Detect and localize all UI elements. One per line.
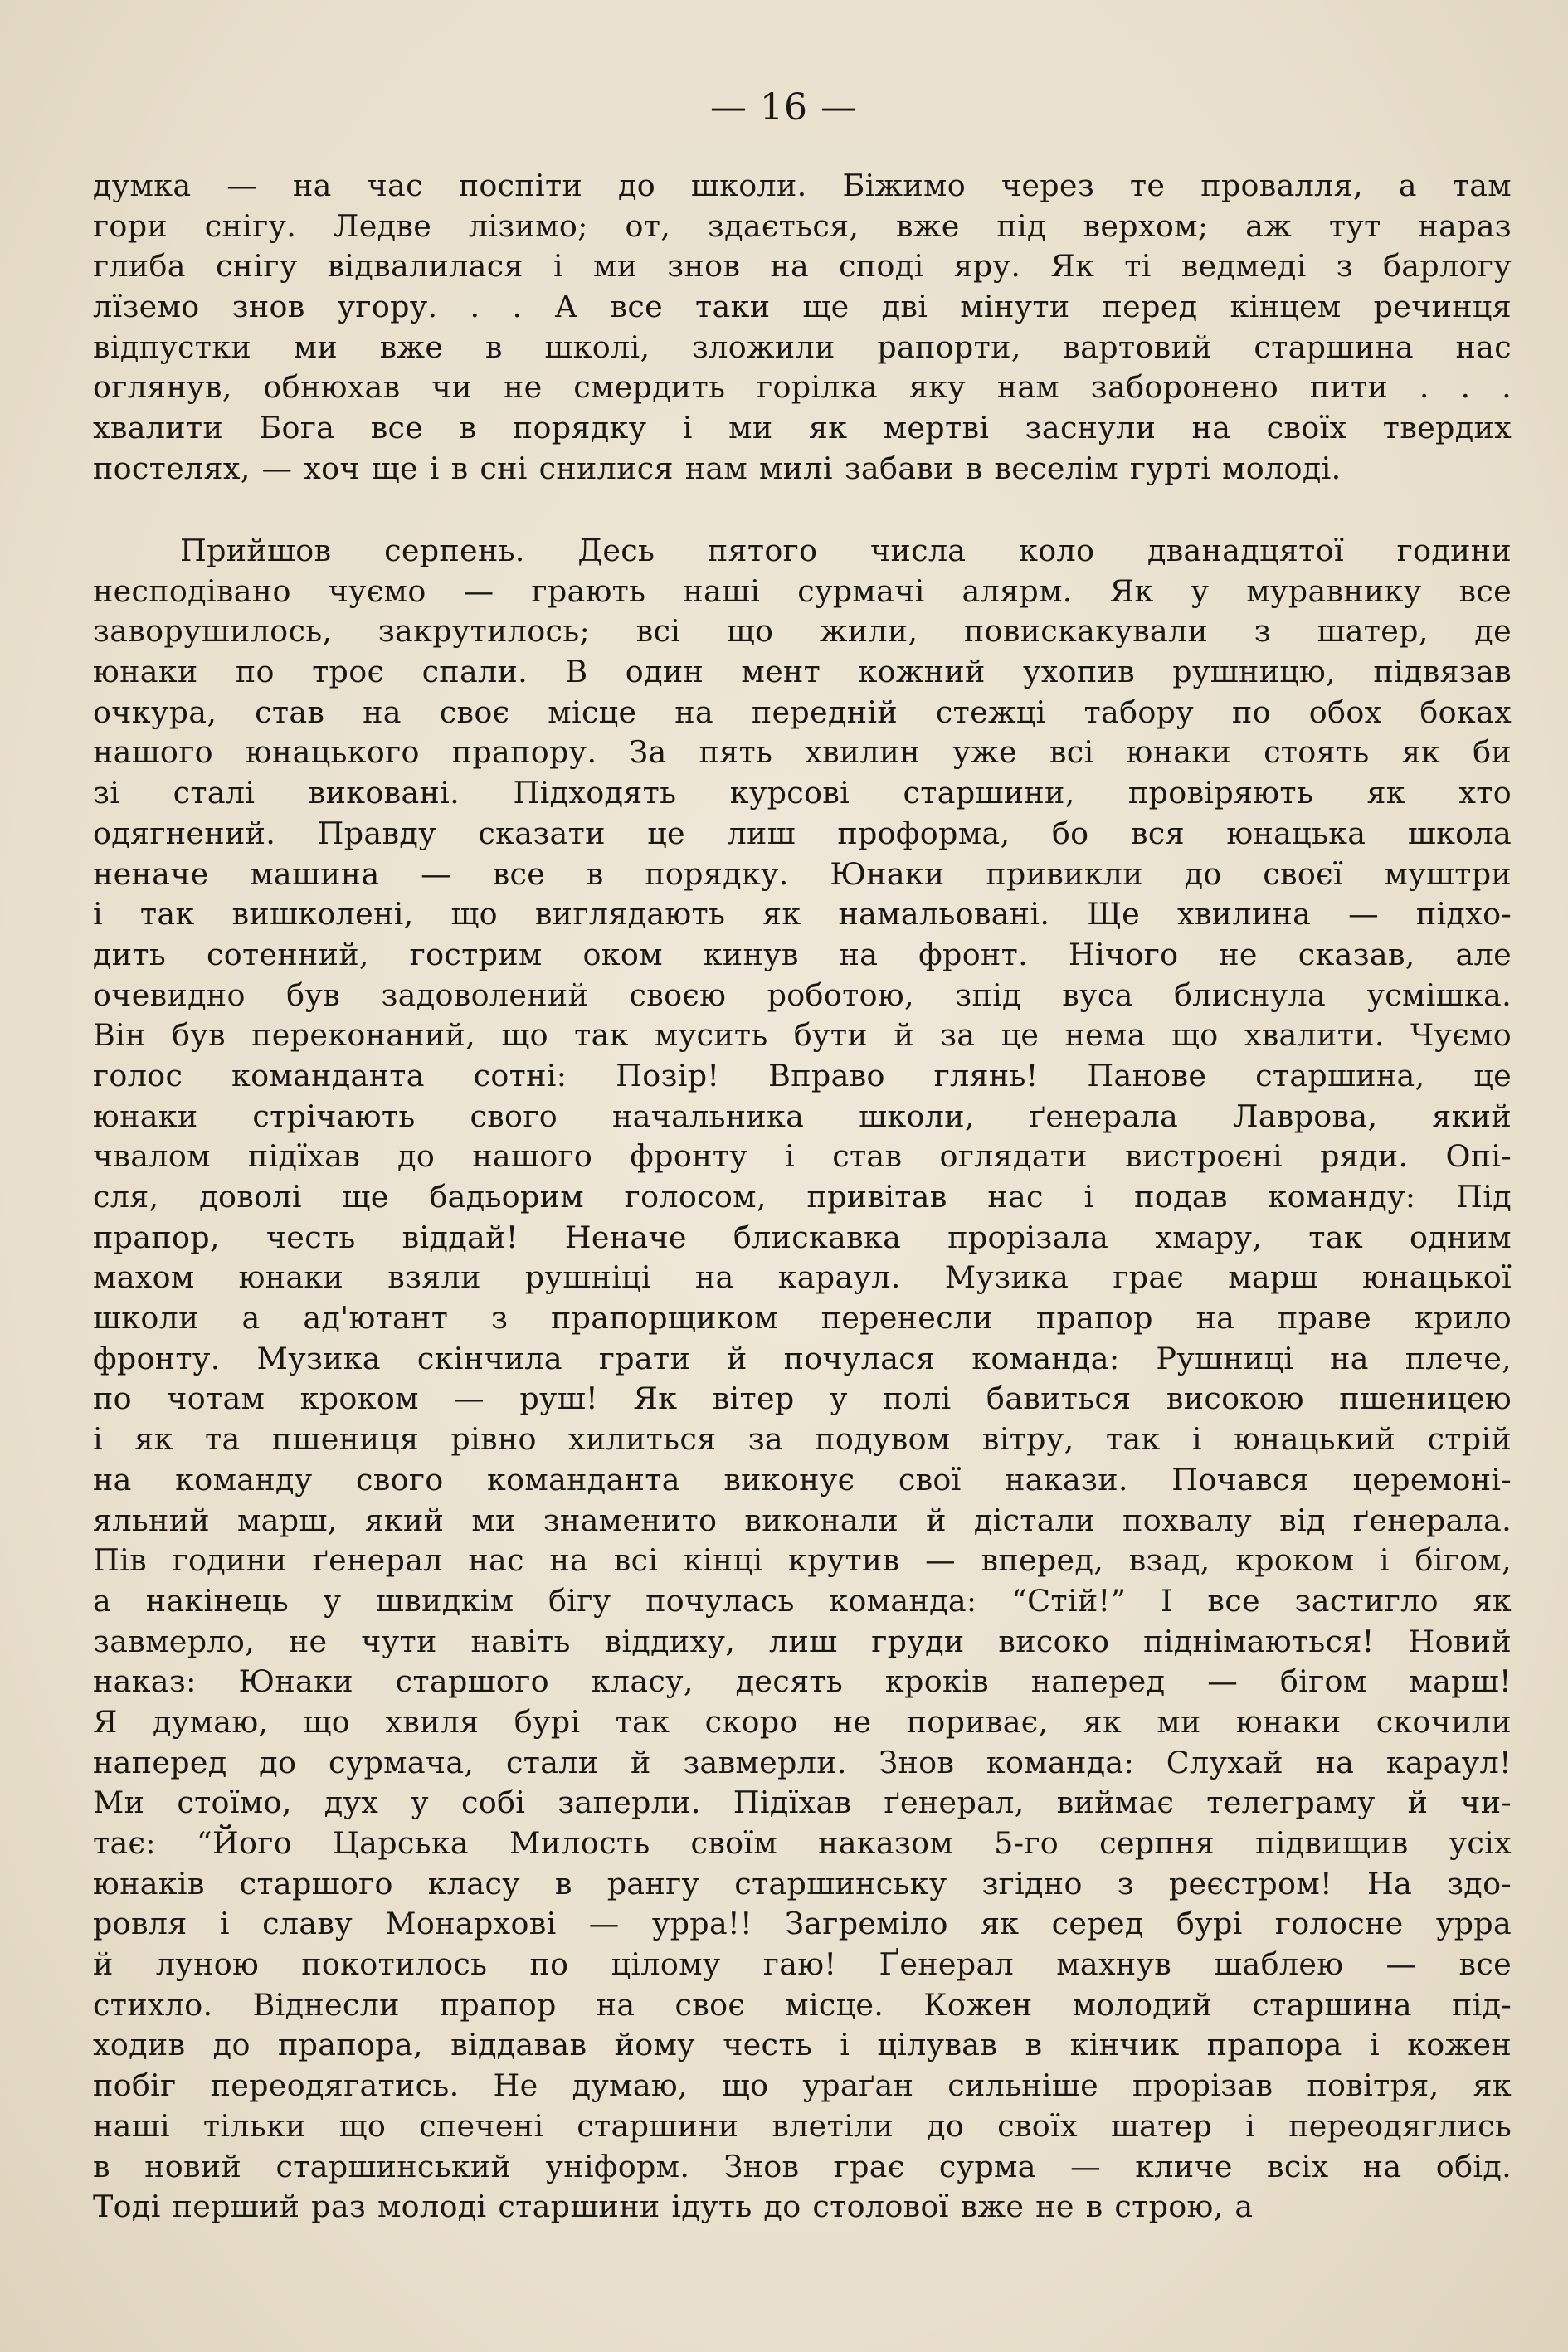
text-line: наперед до сурмача, стали й завмерли. Знов команда: Слухай на караул!: [93, 1744, 1512, 1780]
text-line: завмерло, не чути навіть віддиху, лиш груди високо піднімаються! Новий: [93, 1623, 1512, 1659]
text-line: лїземо знов угору. . . А все таки ще дві мінути перед кінцем речинця: [93, 289, 1512, 325]
text-line: в новий старшинський уніформ. Знов грає сурма — кличе всіх на обід.: [93, 2148, 1512, 2184]
text-line: одягнений. Правду сказати це лиш проформа, бо вся юнацька школа: [93, 815, 1512, 851]
text-line: голос команданта сотні: Позір! Вправо глянь! Панове старшина, це: [93, 1057, 1512, 1093]
text-line: дить сотенний, гострим оком кинув на фронт. Нічого не сказав, але: [93, 936, 1512, 972]
text-line: яльний марш, який ми знаменито виконали й дістали похвалу від ґенерала.: [93, 1502, 1512, 1538]
page-number: — 16 —: [710, 86, 858, 129]
text-line: глиба снігу відвалилася і ми знов на споді яру. Як ті ведмеді з барлогу: [93, 248, 1512, 285]
text-line: очевидно був задоволений своєю роботою, зпід вуса блиснула усмішка.: [93, 976, 1512, 1013]
text-line: наказ: Юнаки старшого класу, десять кроків наперед — бігом марш!: [93, 1663, 1512, 1700]
text-line: заворушилось, закрутилось; всі що жили, повискакували з шатер, де: [93, 613, 1512, 650]
text-line: ходив до прапора, віддавав йому честь і цілував в кінчик прапора і кожен: [93, 2027, 1512, 2063]
text-line: хвалити Бога все в порядку і ми як мертві заснули на своїх твердих: [93, 410, 1512, 446]
text-line: відпустки ми вже в школі, зложили рапорти, вартовий старшина нас: [93, 329, 1512, 365]
paragraph-1: [93, 166, 1512, 489]
text-line: і так вишколені, що виглядають як намальовані. Ще хвилина — підхо-: [93, 896, 1512, 933]
text-line: юнаки стрічають свого начальника школи, ґенерала Лаврова, який: [93, 1098, 1512, 1134]
text-line: оглянув, обнюхав чи не смердить горілка яку нам заборонено пити . . .: [93, 369, 1512, 406]
text-line: ровля і славу Монархові — урра!! Загреміло як серед бурі голосне урра: [93, 1906, 1512, 1942]
text-line: тає: “Його Царська Милость своїм наказом 5-го серпня підвищив усіх: [93, 1825, 1512, 1861]
text-line: й луною покотилось по цілому гаю! Ґенерал махнув шаблею — все: [93, 1946, 1512, 1983]
text-line: неначе машина — все в порядку. Юнаки привикли до своєї муштри: [93, 855, 1512, 892]
text-line: махом юнаки взяли рушніці на караул. Музика грає марш юнацької: [93, 1259, 1512, 1296]
text-line: на команду свого команданта виконує свої накази. Почався церемоні-: [93, 1461, 1512, 1497]
text-line: юнаків старшого класу в рангу старшинську згідно з реєстром! На здо-: [93, 1865, 1512, 1902]
text-line: стихло. Віднесли прапор на своє місце. Кожен молодий старшина під-: [93, 1986, 1512, 2023]
text-line: несподівано чуємо — грають наші сурмачі алярм. Як у муравнику все: [93, 572, 1512, 609]
text-line: і як та пшениця рівно хилиться за подувом вітру, так і юнацький стрій: [93, 1421, 1512, 1458]
text-line: Ми стоїмо, дух у собі заперли. Підїхав ґенерал, виймає телеграму й чи-: [93, 1785, 1512, 1821]
text-line: чвалом підїхав до нашого фронту і став оглядати вистроєні ряди. Опі-: [93, 1138, 1512, 1175]
text-line: побіг переодягатись. Не думаю, що ураґан сильніше прорізав повітря, як: [93, 2067, 1512, 2104]
text-line: Він був переконаний, що так мусить бути й за це нема що хвалити. Чуємо: [93, 1017, 1512, 1054]
text-line: наші тільки що спечені старшини влетіли до своїх шатер і переодяглись: [93, 2107, 1512, 2144]
paragraph-2: [93, 531, 1512, 2228]
text-line: сля, доволі ще бадьорим голосом, привітав нас і подав команду: Під: [93, 1179, 1512, 1215]
text-line: гори снігу. Ледве лізимо; от, здається, вже під верхом; аж тут нараз: [93, 207, 1512, 244]
text-line: нашого юнацького прапору. За пять хвилин уже всі юнаки стоять як би: [93, 734, 1512, 771]
text-line: по чотам кроком — руш! Як вітер у полі бавиться високою пшеницею: [93, 1381, 1512, 1417]
text-line: постелях, — хоч ще і в сні снилися нам милі забави в веселім гурті молоді.: [93, 450, 1342, 486]
text-line: прапор, честь віддай! Неначе блискавка прорізала хмару, так одним: [93, 1219, 1512, 1255]
text-line: юнаки по троє спали. В один мент кожний ухопив рушницю, підвязав: [93, 654, 1512, 690]
text-line: очкура, став на своє місце на передній стежці табору по обох боках: [93, 694, 1512, 730]
text-line: школи а ад'ютант з прапорщиком перенесли прапор на праве крило: [93, 1300, 1512, 1337]
text-line: а накінець у швидкім бігу почулась команда: “Стій!” І все застигло як: [93, 1582, 1512, 1619]
text-line: Я думаю, що хвиля бурі так скоро не пориває, як ми юнаки скочили: [93, 1703, 1512, 1740]
text-line: фронту. Музика скінчила грати й почулася команда: Рушниці на плече,: [93, 1340, 1512, 1376]
text-line: думка — на час поспіти до школи. Біжимо через те провалля, а там: [93, 168, 1512, 203]
text-line: зі сталі виковані. Підходять курсові старшини, провіряють як хто: [93, 775, 1512, 811]
text-line: Тоді перший раз молоді старшини ідуть до столової вже не в строю, а: [93, 2189, 1254, 2225]
text-line: Пів години ґенерал нас на всі кінці крутив — вперед, взад, кроком і бігом,: [93, 1542, 1512, 1579]
text-line: Прийшов серпень. Десь пятого числа коло дванадцятої години: [180, 533, 1512, 568]
